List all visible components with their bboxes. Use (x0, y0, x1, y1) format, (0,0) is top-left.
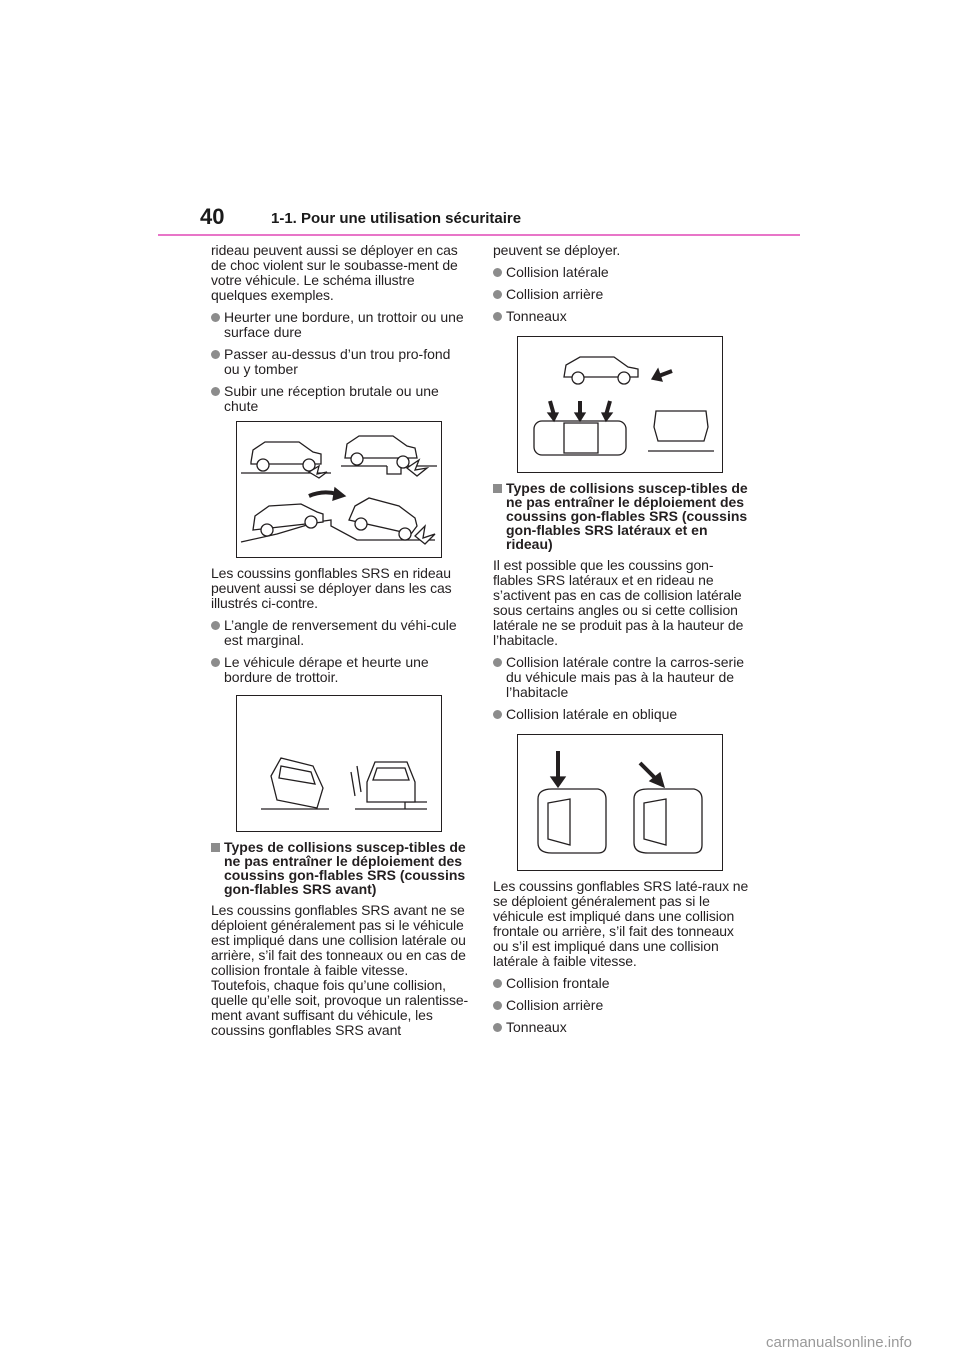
paragraph: Les coussins gonflables SRS en rideau peuvent aussi se déployer dans les cas illustrés ci-contre. (211, 565, 452, 611)
bullet-icon (493, 268, 502, 277)
bullet-icon (211, 387, 220, 396)
list-item: Collision frontale (493, 976, 751, 991)
watermark: carmanualsonline.info (766, 1334, 912, 1351)
bullet-icon (493, 979, 502, 988)
bullet-icon (493, 658, 502, 667)
bullet-icon (211, 313, 220, 322)
list-item: Passer au-dessus d’un trou pro-fond ou y tomber (211, 347, 469, 377)
list-item: Collision latérale en oblique (493, 707, 751, 722)
paragraph: rideau peuvent aussi se déployer en cas de choc violent sur le soubasse-ment de votre véhicule. Le schéma illustre quelques exemples. (211, 242, 458, 303)
paragraph: peuvent se déployer. (493, 242, 621, 258)
figure-side-rear-rollover (517, 336, 723, 473)
list-item: Collision latérale contre la carros-serie du véhicule mais pas à la hauteur de l’habitacle (493, 655, 751, 700)
bullet-icon (211, 658, 220, 667)
square-bullet-icon (211, 843, 220, 852)
section-heading: Types de collisions suscep-tibles de ne pas entraîner le déploiement des coussins gon-flables SRS (coussins gon-flables SRS latéraux et en rideau) (493, 481, 751, 551)
bullet-icon (493, 312, 502, 321)
paragraph: Il est possible que les coussins gon-flables SRS latéraux et en rideau ne s’activent pas en cas de collision latérale sous certains angles ou si cette collision latérale ne se produit pas à la hauteur de l’habitacle. (493, 557, 744, 648)
page-header (158, 200, 800, 236)
list-item: Subir une réception brutale ou une chute (211, 384, 469, 414)
figure-side-collision-angles (517, 734, 723, 871)
figure-undercarriage-impacts (236, 421, 442, 558)
right-column (493, 243, 751, 1042)
bullet-icon (211, 621, 220, 630)
bullet-icon (493, 1001, 502, 1010)
list-item: Collision arrière (493, 287, 751, 302)
list-item: Heurter une bordure, un trottoir ou une surface dure (211, 310, 469, 340)
section-title: 1-1. Pour une utilisation sécuritaire (271, 210, 522, 227)
bullet-icon (211, 350, 220, 359)
list-item: Le véhicule dérape et heurte une bordure de trottoir. (211, 655, 469, 685)
bullet-icon (493, 710, 502, 719)
list-item: Tonneaux (493, 309, 751, 324)
list-item: Tonneaux (493, 1020, 751, 1035)
figure-rollover-curb (236, 695, 442, 832)
paragraph: Les coussins gonflables SRS avant ne se déploient généralement pas si le véhicule est impliqué dans une collision latérale ou arrière, s’il fait des tonneaux ou en cas de collision frontale à faible vitesse. Toutefois, chaque fois qu’une collision, quelle qu’elle soit, provoque un ralentisse-ment avant suffisant du véhicule, les coussins gonflables SRS avant (211, 902, 469, 1038)
section-heading: Types de collisions suscep-tibles de ne pas entraîner le déploiement des coussins gon-flables SRS (coussins gon-flables SRS avant) (211, 840, 469, 896)
left-column (211, 243, 469, 1045)
list-item: Collision latérale (493, 265, 751, 280)
list-item: L’angle de renversement du véhi-cule est marginal. (211, 618, 469, 648)
bullet-icon (493, 1023, 502, 1032)
paragraph: Les coussins gonflables SRS laté-raux ne se déploient généralement pas si le véhicule est impliqué dans une collision frontale ou arrière, s’il fait des tonneaux ou s’il est impliqué dans une collision latérale à faible vitesse. (493, 878, 749, 969)
square-bullet-icon (493, 484, 502, 493)
page-number: 40 (200, 204, 225, 229)
bullet-icon (493, 290, 502, 299)
list-item: Collision arrière (493, 998, 751, 1013)
